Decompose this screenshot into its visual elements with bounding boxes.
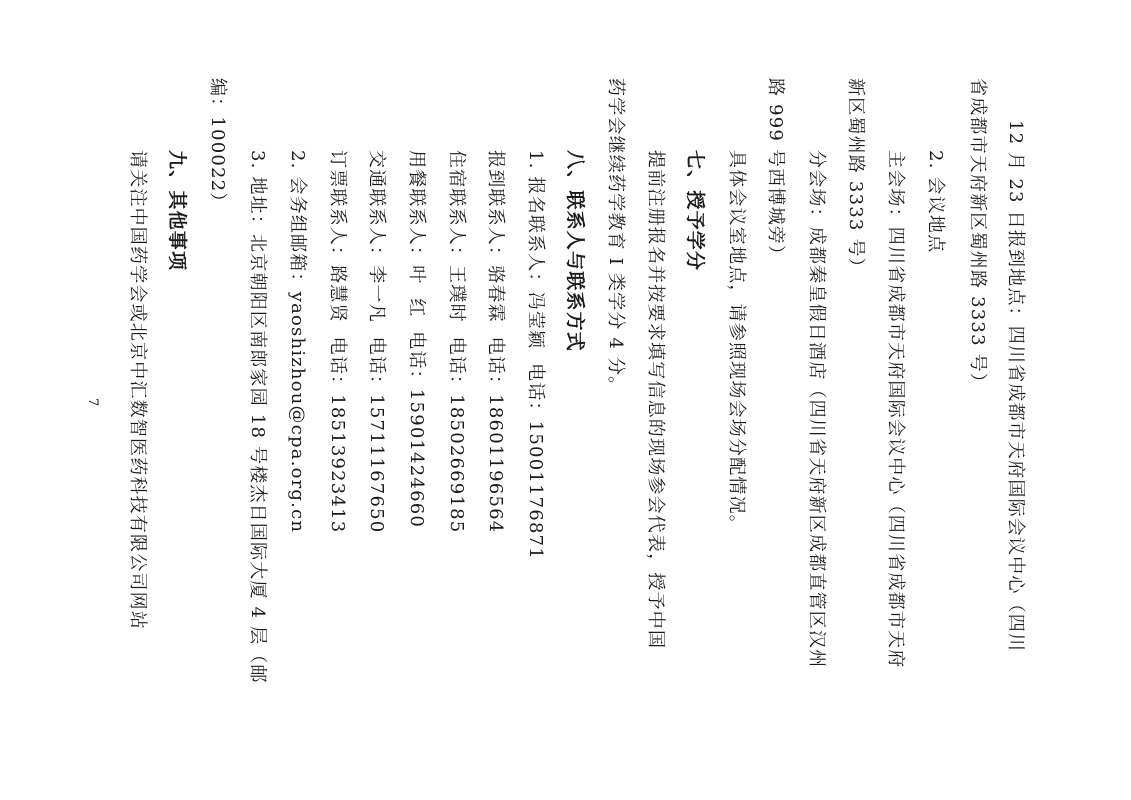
text-line-1: 12 月 23 日报到地点：四川省成都市天府国际会议中心（四川 bbox=[1005, 120, 1026, 653]
contact-line-signup: 1. 报名联系人：冯莹颖 电话：15001176871 bbox=[525, 150, 546, 560]
section-heading-eight: 八、联系人与联系方式 bbox=[564, 150, 586, 353]
page-number: 7 bbox=[85, 398, 100, 407]
contact-line-dining: 用餐联系人：叶 红 电话：15901424660 bbox=[406, 150, 427, 529]
text-line-3: 2. 会议地点 bbox=[925, 150, 946, 254]
address-line: 3. 地址：北京朝阳区南郎家园 18 号楼杰日国际大厦 4 层（邮 bbox=[247, 150, 268, 684]
text-line-5: 新区蜀州路 3333 号） bbox=[845, 78, 866, 277]
contact-line-checkin: 报到联系人：骆春霖 电话：18601196564 bbox=[485, 150, 506, 534]
text-line-8: 具体会议室地点，请参照现场会场分配情况。 bbox=[726, 150, 747, 534]
email-line: 2. 会务组邮箱：yaoshizhou@cpa.org.cn bbox=[287, 150, 308, 534]
contact-line-transport: 交通联系人：李一凡 电话：15711167650 bbox=[366, 150, 387, 534]
postcode-line: 编：100022） bbox=[207, 78, 228, 212]
section-heading-nine: 九、其他事项 bbox=[166, 150, 188, 272]
text-line-2: 省成都市天府新区蜀州路 3333 号） bbox=[967, 78, 988, 393]
contact-line-ticketing: 订票联系人：路慧贤 电话：18513923413 bbox=[327, 150, 348, 534]
text-line-7: 路 999 号西博城旁） bbox=[765, 78, 786, 265]
text-line-10: 提前注册报名并按要求填写信息的现场参会代表，授予中国 bbox=[645, 150, 666, 650]
text-line-11: 药学会继续药学教育 I 类学分 4 分。 bbox=[605, 78, 626, 396]
section-heading-seven: 七、授予学分 bbox=[684, 150, 706, 272]
text-line-6: 分会场：成都秦皇假日酒店（四川省天府新区成都直管区汉州 bbox=[806, 150, 827, 669]
contact-line-lodging: 住宿联系人：王璞时 电话：18502669185 bbox=[446, 150, 467, 534]
text-line-4: 主会场：四川省成都市天府国际会议中心（四川省成都市天府 bbox=[885, 150, 906, 669]
text-line-23: 请关注中国药学会或北京中汇数智医药科技有限公司网站 bbox=[127, 150, 148, 630]
